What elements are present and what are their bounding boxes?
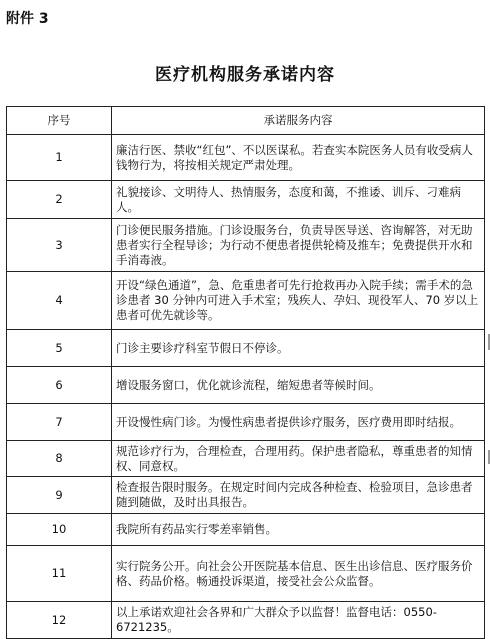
row-number: 1: [7, 135, 112, 181]
table-row: [7, 441, 485, 477]
row-content: 增设服务窗口，优化就诊流程，缩短患者等候时间。: [112, 367, 485, 404]
column-header-number: 序号: [7, 107, 112, 135]
table-row: [7, 546, 485, 602]
row-number: 11: [7, 546, 112, 602]
row-content: 我院所有药品实行零差率销售。: [112, 514, 485, 546]
commitment-table: [6, 106, 485, 639]
table-row: [7, 272, 485, 330]
row-number: 8: [7, 441, 112, 477]
table-row: [7, 330, 485, 367]
row-number: 5: [7, 330, 112, 367]
row-content: 开设“绿色通道”，急、危重患者可先行抢救再办入院手续；需手术的急诊患者 30 分钟内可进入手术室；残疾人、孕妇、现役军人、70 岁以上患者可优先就诊等。: [112, 272, 485, 330]
row-content: 廉洁行医、禁收“红包”、不以医谋私。若查实本院医务人员有收受病人钱物行为，将按相关规定严肃处理。: [112, 135, 485, 181]
row-number: 7: [7, 404, 112, 441]
attachment-label: 附件 3: [6, 11, 49, 27]
column-header-content: 承诺服务内容: [112, 107, 485, 135]
row-content: 礼貌接诊、文明待人、热情服务，态度和蔼，不推诿、训斥、刁难病人。: [112, 181, 485, 219]
row-number: 4: [7, 272, 112, 330]
table-row: [7, 477, 485, 514]
row-content: 实行院务公开。向社会公开医院基本信息、医生出诊信息、医疗服务价格、药品价格。畅通投诉渠道，接受社会公众监督。: [112, 546, 485, 602]
row-content: 检查报告限时服务。在规定时间内完成各种检查、检验项目，急诊患者随到随做，及时出具报告。: [112, 477, 485, 514]
table-row: [7, 181, 485, 219]
row-number: 2: [7, 181, 112, 219]
row-content: 规范诊疗行为，合理检查，合理用药。保护患者隐私，尊重患者的知情权、同意权。: [112, 441, 485, 477]
table-row: [7, 135, 485, 181]
row-number: 3: [7, 219, 112, 272]
document-title: 医疗机构服务承诺内容: [155, 65, 335, 85]
row-content: 门诊主要诊疗科室节假日不停诊。: [112, 330, 485, 367]
row-content: 以上承诺欢迎社会各界和广大群众予以监督！监督电话：0550-6721235。: [112, 602, 485, 639]
row-number: 12: [7, 602, 112, 639]
table-row: [7, 602, 485, 639]
table-row: [7, 514, 485, 546]
row-content: 开设慢性病门诊。为慢性病患者提供诊疗服务，医疗费用即时结报。: [112, 404, 485, 441]
table-row: [7, 404, 485, 441]
table-row: [7, 367, 485, 404]
row-number: 9: [7, 477, 112, 514]
row-content: 门诊便民服务措施。门诊设服务台，负责导医导送、咨询解答，对无助患者实行全程导诊；为行动不便患者提供轮椅及推车；免费提供开水和手消毒液。: [112, 219, 485, 272]
table-header-row: [7, 107, 485, 135]
table-row: [7, 219, 485, 272]
row-number: 10: [7, 514, 112, 546]
row-number: 6: [7, 367, 112, 404]
